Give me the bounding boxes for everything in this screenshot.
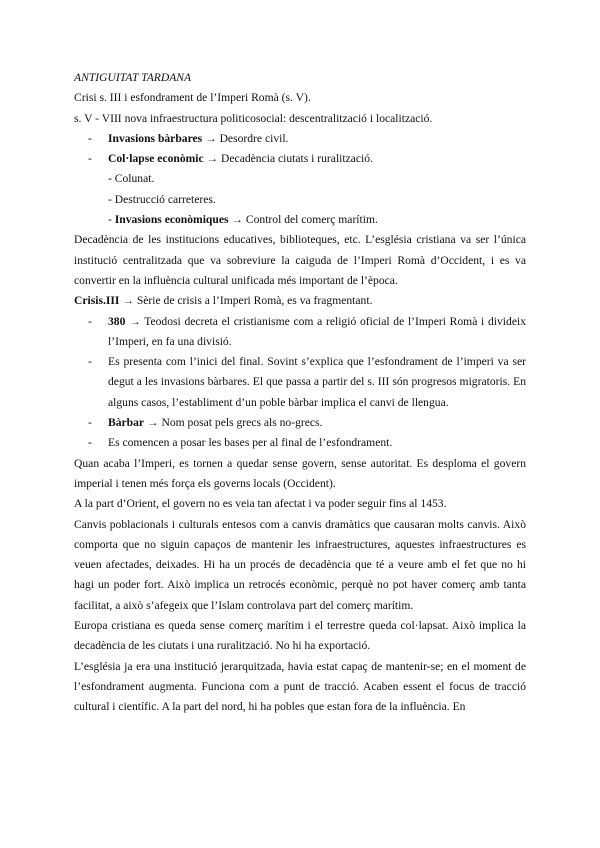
sub-item: - Colunat. [108,172,155,186]
bullet-dash: - [88,131,92,145]
bullet-item [88,352,526,413]
bullet-text: Es comencen a posar les bases per al final de l’esfondrament. [108,436,393,450]
sub-item-prefix: - [108,213,115,227]
bullet-text: → Desordre civil. [202,131,289,145]
sub-item: - Destrucció carreteres. [108,192,216,206]
bullet-text: → Teodosi decreta el cristianisme com a religió oficial de l’Imperi Romà i divideix l’Imperi, en fa una divisió. [108,314,526,348]
crisis-text: → Sèrie de crisis a l’Imperi Romà, es va fragmentant. [119,294,373,308]
bullet-text: → Decadència ciutats i ruralització. [203,152,373,166]
bullet-item [88,413,526,433]
sub-item [108,210,526,230]
bullet-dash: - [88,355,92,369]
bullet-bold: Invasions bàrbares [108,131,203,145]
sub-item-bold: Invasions econòmiques [114,213,229,227]
paragraph: Canvis poblacionals i culturals entesos com a canvis dramàtics que causaran molts canvis. Això comporta que no siguin capaços de mantenir les infraestructures, aquestes infraestructures es veuen afectades, deixades. Hi ha un procés de decadència que té a veure amb el fet que no hi hagi un poder fort. Això implica un retrocés econòmic, perquè no pot haver comerç amb tanta facilitat, a això s’afegeix que l’Islam controlava part del comerç marítim. [74,517,526,612]
sub-item-text: → Control del comerç marítim. [228,213,378,227]
document-title: ANTIGUITAT TARDANA [74,71,192,84]
bullet-dash: - [88,416,92,430]
bullet-bold: Bàrbar [108,416,145,430]
bullet-text: Es presenta com l’inici del final. Sovint s’explica que l’esfondrament de l’imperi va ser degut a les invasions bàrbares. El que passa a partir del s. III són progresos migratoris. En alguns casos, l’establiment d’un poble bàrbar implica el canvi de llengua. [108,355,526,409]
paragraph-decadencia: Decadència de les institucions educatives, biblioteques, etc. L’església cristiana va ser l’única institució centralitzada que va sobreviure la caiguda de l’Imperi Romà d’Occident, i es va convertir en la influència cultural unificada més important de l’època. [74,233,526,287]
intro-line-sv: s. V - VIII nova infraestructura politicosocial: descentralització i localització. [74,111,433,125]
bullet-bold: Col·lapse econòmic [108,152,204,166]
paragraph: L’església ja era una institució jerarquitzada, havia estat capaç de mantenir-se; en el moment de l’esfondrament augmenta. Funciona com a punt de tracció. Acaben essent el focus de tracció cultural i científic. A la part del nord, hi ha pobles que estan fora de la influència. En [74,659,526,714]
paragraph: A la part d’Orient, el govern no es veia tan afectat i va poder seguir fins al 1453. [74,497,447,511]
bullet-item [88,312,526,353]
paragraph: Europa cristiana es queda sense comerç marítim i el terrestre queda col·lapsat. Això implica la decadència de les ciutats i una ruralització. No hi ha exportació. [74,619,526,653]
bullet-item [88,129,526,149]
bullet-text: → Nom posat pels grecs als no-grecs. [144,416,323,430]
bullet-dash: - [88,314,92,328]
bullet-item [88,433,526,453]
paragraph: Quan acaba l’Imperi, es tornen a quedar sense govern, sense autoritat. Es desploma el govern imperial i tenen més força els governs locals (Occident). [74,456,526,490]
bullet-bold: 380 [108,314,126,328]
bullet-dash: - [88,436,92,450]
crisis-bold: Crisis.III [74,294,120,308]
bullet-item [88,149,526,169]
intro-line-crisis: Crisi s. III i esfondrament de l’Imperi Romà (s. V). [74,91,311,105]
crisis-heading [74,291,526,311]
bullet-dash: - [88,152,92,166]
